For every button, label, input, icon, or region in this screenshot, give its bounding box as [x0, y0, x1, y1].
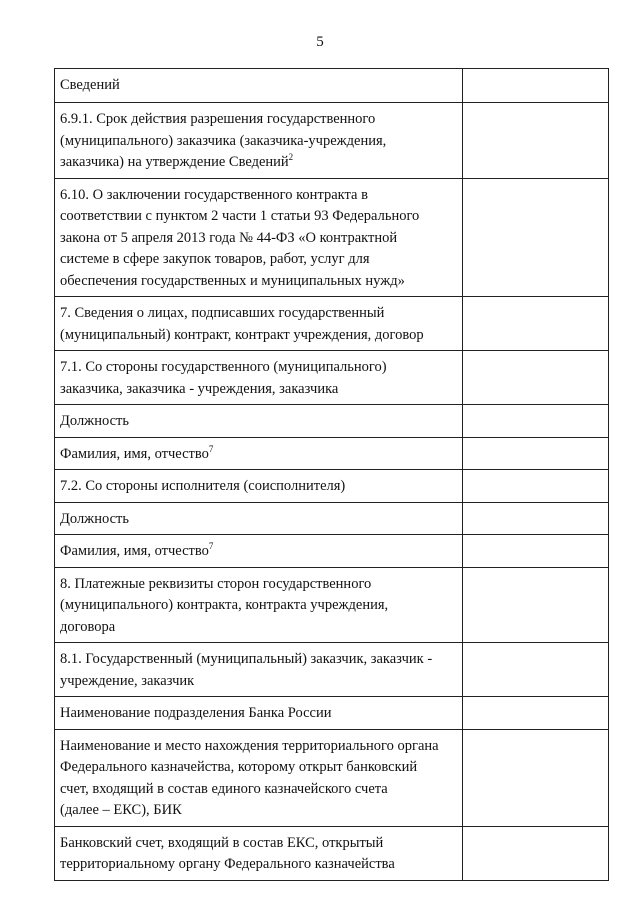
- row-value-cell[interactable]: [463, 470, 609, 503]
- table-row: [55, 826, 609, 880]
- form-table: [54, 68, 609, 881]
- row-label: [55, 178, 463, 297]
- table-row: [55, 470, 609, 503]
- row-label-text: Должность: [60, 413, 129, 429]
- row-label-text: Должность: [60, 510, 129, 527]
- table-row: [55, 69, 609, 103]
- row-label: [55, 729, 463, 826]
- row-value-cell[interactable]: [463, 178, 609, 297]
- row-value-cell[interactable]: [463, 567, 609, 643]
- row-value-cell[interactable]: [463, 437, 609, 470]
- row-label-text: Сведений: [60, 77, 120, 93]
- row-label: [55, 103, 463, 179]
- row-label-text: 6.10. О заключении государственного контракта в соответствии с пунктом 2 части 1 статьи 93 Федерального закона от 5 апреля 2013 года № 44-ФЗ «О контрактной системе в сфере закупок товаров, работ, услуг для обеспечения государственных и муниципальных нужд»: [60, 186, 420, 289]
- table-row: [55, 567, 609, 643]
- row-label-text: 8.1. Государственный (муниципальный) заказчик, заказчик - учреждение, заказчик: [60, 651, 433, 689]
- row-value-cell[interactable]: [463, 729, 609, 826]
- row-value-cell[interactable]: [463, 351, 609, 405]
- row-value-cell[interactable]: [463, 502, 609, 535]
- row-label-text: 7. Сведения о лицах, подписавших государственный (муниципальный) контракт, контракт учреждения, договор: [60, 305, 424, 343]
- row-label: [55, 69, 463, 103]
- row-label-text: 7.1. Со стороны государственного (муниципального) заказчика, заказчика - учреждения, заказчика: [60, 359, 387, 397]
- table-row: [55, 535, 609, 568]
- row-label: [55, 470, 463, 503]
- table-row: [55, 502, 609, 535]
- row-label-text: Наименование подразделения Банка России: [60, 705, 332, 721]
- row-label: [55, 502, 463, 535]
- row-label-text: 7.2. Со стороны исполнителя (соисполнителя): [60, 478, 346, 494]
- table-row: [55, 437, 609, 470]
- footnote-marker: 7: [208, 443, 214, 454]
- table-row: [55, 643, 609, 697]
- table-row: [55, 351, 609, 405]
- row-value-cell[interactable]: [463, 697, 609, 730]
- page-number: 5: [316, 34, 324, 50]
- footnote-marker: 7: [208, 541, 214, 551]
- row-label: [55, 351, 463, 405]
- row-value-cell[interactable]: [463, 535, 609, 568]
- table-row: [55, 103, 609, 179]
- row-value-cell[interactable]: [463, 643, 609, 697]
- row-label-text: Наименование и место нахождения территориального органа Федерального казначейства, которому открыт банковский счет, входящий в состав единого казначейского счета (далее – ЕКС), БИК: [60, 737, 439, 818]
- row-label-text: Банковский счет, входящий в состав ЕКС, открытый территориальному органу Федерального казначейства: [60, 834, 395, 872]
- row-value-cell[interactable]: [463, 826, 609, 880]
- row-label-text: 8. Платежные реквизиты сторон государственного (муниципального) контракта, контракта учреждения, договора: [60, 575, 389, 635]
- table-row: [55, 729, 609, 826]
- row-label: [55, 405, 463, 438]
- row-label: [55, 535, 463, 568]
- row-label: [55, 697, 463, 730]
- row-label: [55, 437, 463, 470]
- footnote-marker: 2: [288, 152, 294, 162]
- row-value-cell[interactable]: [463, 405, 609, 438]
- row-value-cell[interactable]: [463, 297, 609, 351]
- table-row: [55, 178, 609, 297]
- table-row: [55, 405, 609, 438]
- row-value-cell[interactable]: [463, 69, 609, 103]
- row-label: [55, 826, 463, 880]
- row-label-text: 6.9.1. Срок действия разрешения государственного (муниципального) заказчика (заказчика-учреждения, заказчика) на утверждение Сведений: [60, 111, 387, 170]
- row-value-cell[interactable]: [463, 103, 609, 179]
- row-label: [55, 567, 463, 643]
- row-label-text: Фамилия, имя, отчество: [60, 445, 209, 462]
- row-label: [55, 643, 463, 697]
- row-label: [55, 297, 463, 351]
- table-row: [55, 697, 609, 730]
- row-label-text: Фамилия, имя, отчество: [60, 543, 209, 559]
- table-row: [55, 297, 609, 351]
